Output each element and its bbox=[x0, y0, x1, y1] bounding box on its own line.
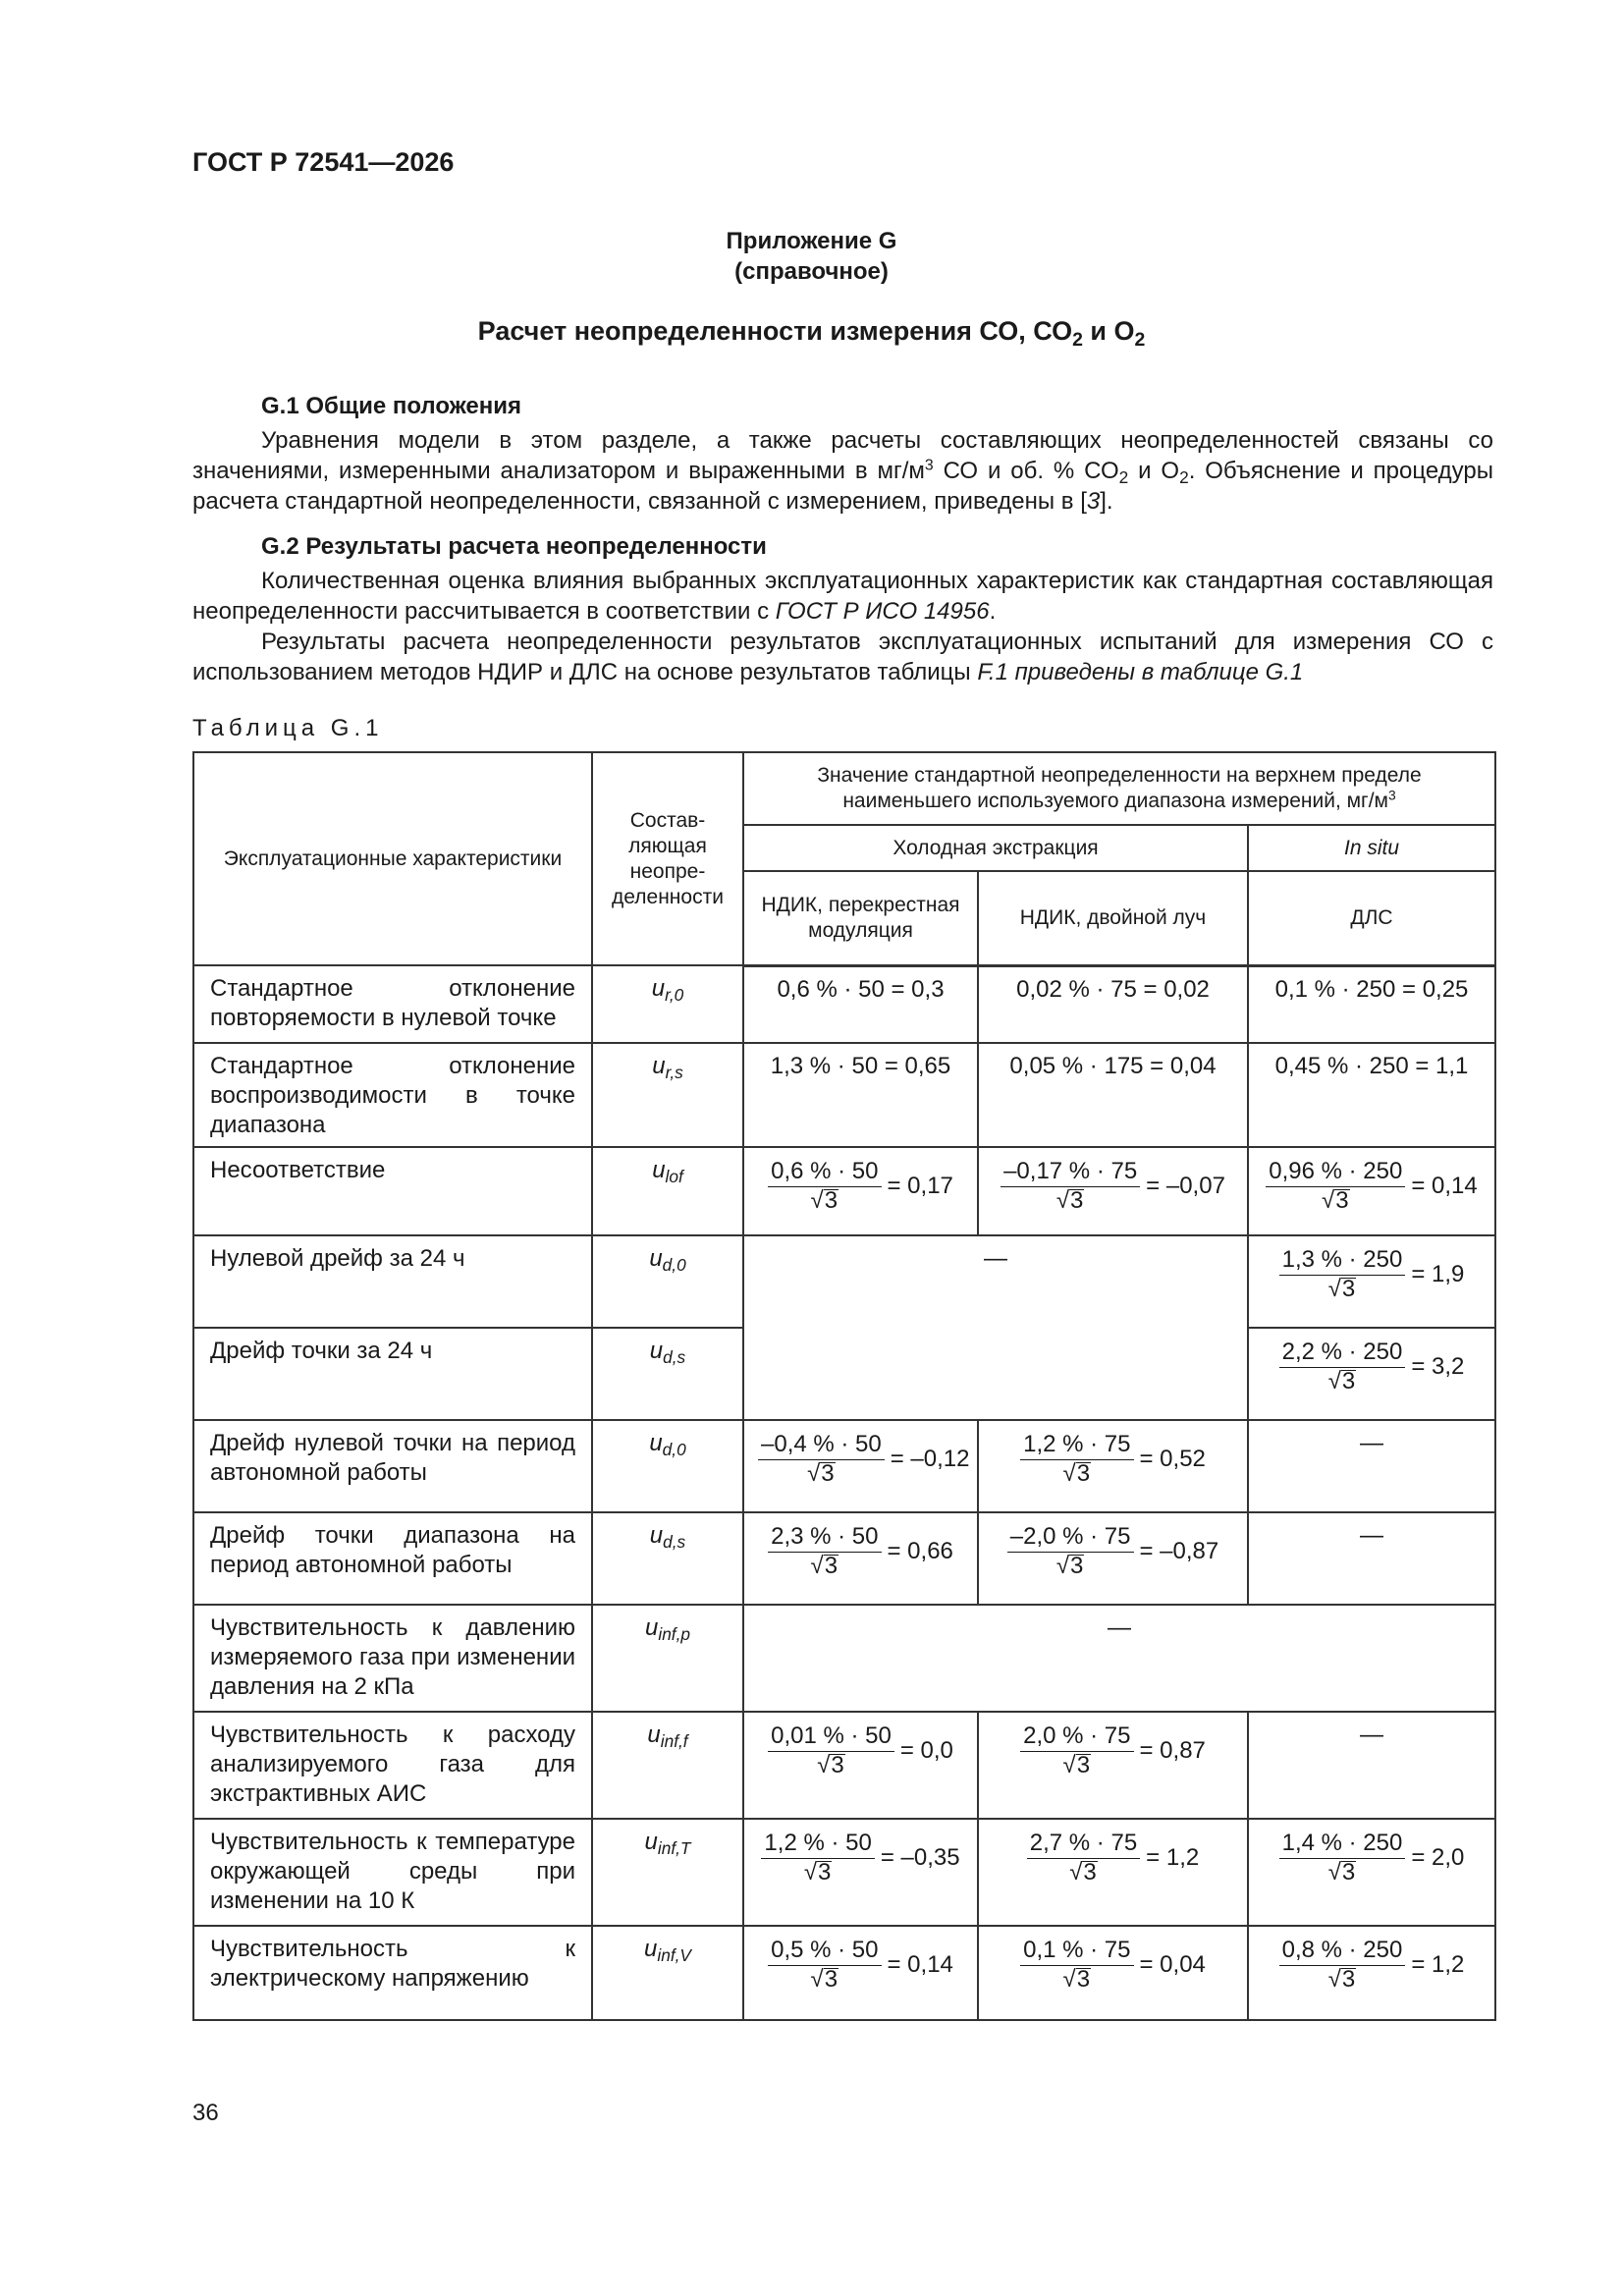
uncertainty-symbol: $u_{inf,V}$ bbox=[592, 1926, 743, 2020]
header-ndik-cross: НДИК, перекрестная модуляция bbox=[743, 871, 978, 965]
row-characteristic: Несоответствие bbox=[193, 1147, 592, 1235]
row-characteristic: Чувствительность к давлению измеряемого газа при изменении давления на 2 кПа bbox=[193, 1605, 592, 1712]
table-row bbox=[193, 1512, 1495, 1605]
uncertainty-symbol: $u_{d,s}$ bbox=[592, 1328, 743, 1420]
table-row bbox=[193, 1819, 1495, 1926]
uncertainty-symbol: $u_{r,s}$ bbox=[592, 1043, 743, 1147]
uncertainty-symbol: $u_{d,s}$ bbox=[592, 1512, 743, 1605]
table-row bbox=[193, 1712, 1495, 1819]
annex-subtitle: (справочное) bbox=[734, 258, 889, 285]
value-ndik-double: 0,05 % · 175 = 0,04 bbox=[978, 1043, 1248, 1147]
row-characteristic: Дрейф нулевой точки на период автономной работы bbox=[193, 1420, 592, 1512]
table-label: Таблица G.1 bbox=[192, 715, 384, 741]
value-ndik-double: $\frac{1,2 \% \cdot 75}{√3}$ = 0,52 bbox=[978, 1420, 1248, 1512]
header-in-situ: In situ bbox=[1248, 825, 1495, 871]
value-ndik-cross: $\frac{0,6 \% \cdot 50}{√3}$ = 0,17 bbox=[743, 1147, 978, 1235]
value-dls: $\frac{1,3 \% \cdot 250}{√3}$ = 1,9 bbox=[1248, 1235, 1495, 1328]
row-characteristic: Стандартное отклонение воспроизводимости в точке диапазона bbox=[193, 1043, 592, 1147]
value-dls: — bbox=[1248, 1512, 1495, 1605]
row-characteristic: Дрейф точки за 24 ч bbox=[193, 1328, 592, 1420]
value-dls: $\frac{0,8 \% \cdot 250}{√3}$ = 1,2 bbox=[1248, 1926, 1495, 2020]
section1-paragraph: Уравнения модели в этом разделе, а также расчеты составляющих неопределенностей связаны со значениями, измеренными анализатором и выраженными в $мг/м^3$ СО и об. % $СО_2$ и $О_2$. Объяснение и процедуры расчета стандартной неопределенности, связанной с измерением, приведены в [3]. bbox=[192, 427, 1493, 515]
uncertainty-symbol: $u_{r,0}$ bbox=[592, 965, 743, 1043]
table-reference: F.1 приведены в таблице G.1 bbox=[977, 659, 1304, 685]
uncertainty-symbol: $u_{lof}$ bbox=[592, 1147, 743, 1235]
value-ndik-cross: 1,3 % · 50 = 0,65 bbox=[743, 1043, 978, 1147]
row-characteristic: Чувствительность к электрическому напряжению bbox=[193, 1926, 592, 2020]
table-row bbox=[193, 1926, 1495, 2020]
row-characteristic: Дрейф точки диапазона на период автономной работы bbox=[193, 1512, 592, 1605]
value-ndik-cross: $\frac{0,01 \% \cdot 50}{√3}$ = 0,0 bbox=[743, 1712, 978, 1819]
value-ndik-cross: $\frac{1,2 \% \cdot 50}{√3}$ = –0,35 bbox=[743, 1819, 978, 1926]
value-not-applicable: — bbox=[743, 1605, 1495, 1712]
value-dls: — bbox=[1248, 1712, 1495, 1819]
table-row bbox=[193, 965, 1495, 1043]
uncertainty-symbol: $u_{d,0}$ bbox=[592, 1235, 743, 1328]
value-ndik-double: $\frac{2,0 \% \cdot 75}{√3}$ = 0,87 bbox=[978, 1712, 1248, 1819]
section2-paragraph-2: Результаты расчета неопределенности результатов эксплуатационных испытаний для измерения СО с использованием методов НДИР и ДЛС на основе результатов таблицы F.1 приведены в таблице G.1 bbox=[192, 629, 1493, 685]
value-ndik-cross: 0,6 % · 50 = 0,3 bbox=[743, 965, 978, 1043]
value-ndik-double: 0,02 % · 75 = 0,02 bbox=[978, 965, 1248, 1043]
annex-title: Приложение G bbox=[726, 228, 897, 254]
section2-paragraph-1: Количественная оценка влияния выбранных эксплуатационных характеристик как стандартная составляющая неопределенности рассчитывается в соответствии с ГОСТ Р ИСО 14956. bbox=[192, 568, 1493, 625]
value-dls: $\frac{2,2 \% \cdot 250}{√3}$ = 3,2 bbox=[1248, 1328, 1495, 1420]
page-number: 36 bbox=[192, 2100, 219, 2126]
standard-reference: ГОСТ Р ИСО 14956 bbox=[775, 598, 990, 625]
value-ndik-cross: $\frac{0,5 \% \cdot 50}{√3}$ = 0,14 bbox=[743, 1926, 978, 2020]
value-dls: $\frac{1,4 \% \cdot 250}{√3}$ = 2,0 bbox=[1248, 1819, 1495, 1926]
row-characteristic: Чувствительность к расходу анализируемого газа для экстрактивных АИС bbox=[193, 1712, 592, 1819]
value-dls: $\frac{0,96 \% \cdot 250}{√3}$ = 0,14 bbox=[1248, 1147, 1495, 1235]
value-dls: 0,45 % · 250 = 1,1 bbox=[1248, 1043, 1495, 1147]
header-characteristics: Эксплуатационные характеристики bbox=[193, 752, 592, 965]
value-ndik-double: $\frac{2,7 \% \cdot 75}{√3}$ = 1,2 bbox=[978, 1819, 1248, 1926]
uncertainty-symbol: $u_{inf,p}$ bbox=[592, 1605, 743, 1712]
row-characteristic: Стандартное отклонение повторяемости в нулевой точке bbox=[193, 965, 592, 1043]
uncertainty-table bbox=[192, 751, 1496, 2021]
value-not-applicable: — bbox=[743, 1235, 1248, 1420]
row-characteristic: Нулевой дрейф за 24 ч bbox=[193, 1235, 592, 1328]
uncertainty-symbol: $u_{inf,T}$ bbox=[592, 1819, 743, 1926]
uncertainty-symbol: $u_{d,0}$ bbox=[592, 1420, 743, 1512]
document-id: ГОСТ Р 72541—2026 bbox=[192, 147, 455, 177]
table-row bbox=[193, 1147, 1495, 1235]
header-component: Состав-ляющая неопре-деленности bbox=[592, 752, 743, 965]
value-ndik-cross: $\frac{-0,4 \% \cdot 50}{√3}$ = –0,12 bbox=[743, 1420, 978, 1512]
header-ndik-double: НДИК, двойной луч bbox=[978, 871, 1248, 965]
table-row bbox=[193, 1043, 1495, 1147]
value-ndik-double: $\frac{-0,17 \% \cdot 75}{√3}$ = –0,07 bbox=[978, 1147, 1248, 1235]
value-ndik-cross: $\frac{2,3 \% \cdot 50}{√3}$ = 0,66 bbox=[743, 1512, 978, 1605]
section-heading-g1: G.1 Общие положения bbox=[261, 393, 521, 419]
main-title: Расчет неопределенности измерения СО, $СО_2$ и $O_2$ bbox=[477, 316, 1146, 351]
section-heading-g2: G.2 Результаты расчета неопределенности bbox=[261, 533, 767, 560]
table-row bbox=[193, 1605, 1495, 1712]
header-value-group: Значение стандартной неопределенности на верхнем пределе наименьшего используемого диапазона измерений, $мг/м^3$ bbox=[743, 752, 1495, 825]
value-ndik-double: $\frac{0,1 \% \cdot 75}{√3}$ = 0,04 bbox=[978, 1926, 1248, 2020]
table-row bbox=[193, 1420, 1495, 1512]
header-cold-extraction: Холодная экстракция bbox=[743, 825, 1248, 871]
uncertainty-symbol: $u_{inf,f}$ bbox=[592, 1712, 743, 1819]
value-dls: — bbox=[1248, 1420, 1495, 1512]
value-dls: 0,1 % · 250 = 0,25 bbox=[1248, 965, 1495, 1043]
table-row bbox=[193, 1235, 1495, 1328]
row-characteristic: Чувствительность к температуре окружающей среды при изменении на 10 К bbox=[193, 1819, 592, 1926]
value-ndik-double: $\frac{-2,0 \% \cdot 75}{√3}$ = –0,87 bbox=[978, 1512, 1248, 1605]
header-dls: ДЛС bbox=[1248, 871, 1495, 965]
